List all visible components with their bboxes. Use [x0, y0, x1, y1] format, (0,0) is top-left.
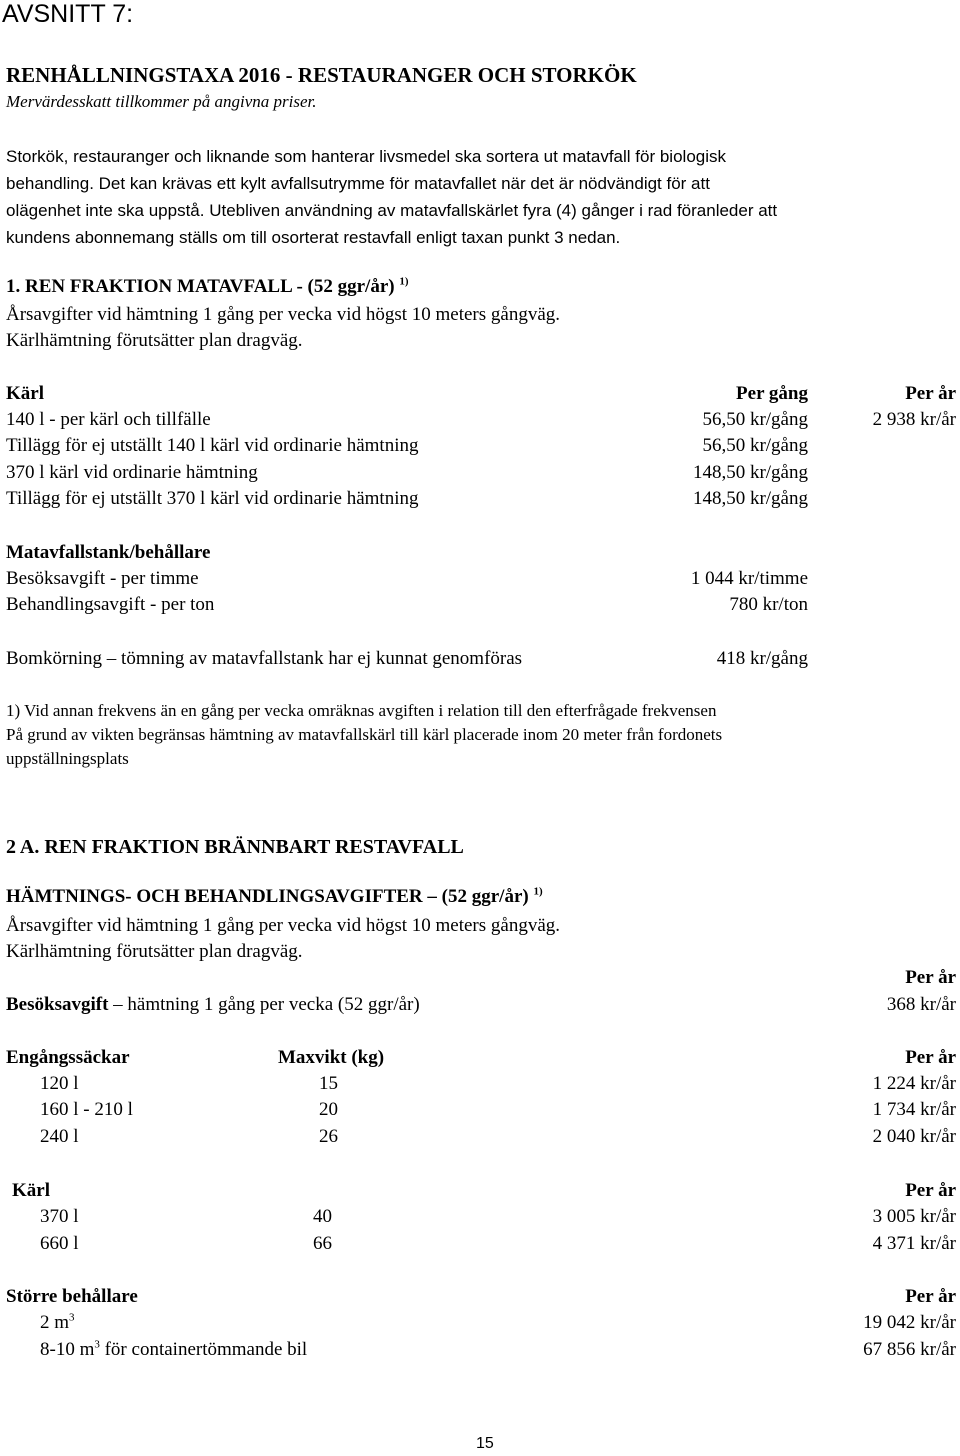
tank-heading: Matavfallstank/behållare: [6, 542, 211, 563]
karl-weight: 40: [313, 1206, 332, 1227]
sack-weight: 15: [319, 1073, 338, 1094]
tank-row-label: Behandlingsavgift - per ton: [6, 594, 215, 615]
sack-weight: 26: [319, 1126, 338, 1147]
col-header-per-ar: Per år: [905, 1286, 956, 1307]
karl-price: 3 005 kr/år: [872, 1206, 956, 1227]
large-size: 2 $m^3$: [40, 1311, 75, 1333]
karl-col-header: Kärl: [12, 1180, 50, 1201]
sack-price: 1 734 kr/år: [872, 1099, 956, 1120]
footnote-line: På grund av vikten begränsas hämtning av matavfallskärl till kärl placerade inom 20 meter från fordonets: [6, 725, 723, 744]
intro-line: kundens abonnemang ställs om till osorterat restavfall enligt taxan punkt 3 nedan.: [6, 228, 621, 247]
vat-note: Mervärdesskatt tillkommer på angivna priser.: [6, 92, 317, 111]
section2-title: 2 A. REN FRAKTION BRÄNNBART RESTAVFALL: [6, 836, 464, 858]
page-number: 15: [476, 1435, 494, 1452]
footnote-line: 1) Vid annan frekvens än en gång per vecka omräknas avgiften i relation till den efterfrågade frekvensen: [6, 701, 717, 720]
besok-row: Besöksavgift – hämtning 1 gång per vecka (52 ggr/år): [6, 994, 420, 1015]
col-header-per-ar: Per år: [905, 967, 956, 988]
fee-row-label: 370 l kärl vid ordinarie hämtning: [6, 462, 258, 483]
section2-line: Kärlhämtning förutsätter plan dragväg.: [6, 941, 303, 962]
large-col-header: Större behållare: [6, 1286, 138, 1307]
sack-size: 160 l - 210 l: [40, 1099, 133, 1120]
sack-price: 2 040 kr/år: [872, 1126, 956, 1147]
fee-row-per-gang: 56,50 kr/gång: [702, 435, 808, 456]
section2-line: Årsavgifter vid hämtning 1 gång per vecka vid högst 10 meters gångväg.: [6, 915, 561, 936]
sack-size: 120 l: [40, 1073, 79, 1094]
karl-size: 370 l: [40, 1206, 79, 1227]
section1-line: Kärlhämtning förutsätter plan dragväg.: [6, 330, 303, 351]
bomkorning-label: Bomkörning – tömning av matavfallstank har ej kunnat genomföras: [6, 648, 523, 669]
section1-title: 1. REN FRAKTION MATAVFALL - (52 ggr/år) $^{1)}$: [6, 275, 409, 297]
karl-price: 4 371 kr/år: [872, 1233, 956, 1254]
footnote-ref: 1): [533, 885, 543, 898]
col-header-per-ar: Per år: [905, 1047, 956, 1068]
col-header-karl: Kärl: [6, 383, 44, 404]
fee-row-per-ar: 2 938 kr/år: [872, 409, 956, 430]
document-title: RENHÅLLNINGSTAXA 2016 - RESTAURANGER OCH STORKÖK: [6, 63, 637, 87]
footnote-line: uppställningsplats: [6, 749, 129, 768]
fee-row-label: 140 l - per kärl och tillfälle: [6, 409, 211, 430]
tank-row-label: Besöksavgift - per timme: [6, 568, 199, 589]
fee-row-per-gang: 56,50 kr/gång: [702, 409, 808, 430]
intro-line: Storkök, restauranger och liknande som hanterar livsmedel ska sortera ut matavfall för biologisk: [6, 147, 727, 166]
tank-row-value: 1 044 kr/timme: [690, 568, 808, 589]
col-header-per-gang: Per gång: [736, 383, 808, 404]
section2-subtitle: HÄMTNINGS- OCH BEHANDLINGSAVGIFTER – (52 ggr/år) $^{1)}$: [6, 885, 543, 907]
sack-col-header: Engångssäckar: [6, 1047, 130, 1068]
intro-line: olägenhet inte ska uppstå. Utebliven användning av matavfallskärlet fyra (4) gånger i rad föranleder att: [6, 201, 778, 220]
large-price: 67 856 kr/år: [863, 1339, 956, 1360]
sack-col-weight: Maxvikt (kg): [278, 1047, 385, 1068]
sack-price: 1 224 kr/år: [872, 1073, 956, 1094]
fee-row-per-gang: 148,50 kr/gång: [692, 462, 808, 483]
sack-weight: 20: [319, 1099, 338, 1120]
karl-size: 660 l: [40, 1233, 79, 1254]
bomkorning-value: 418 kr/gång: [716, 648, 808, 669]
karl-weight: 66: [313, 1233, 332, 1254]
sack-size: 240 l: [40, 1126, 79, 1147]
footnote-ref: 1): [399, 275, 409, 288]
tank-row-value: 780 kr/ton: [729, 594, 808, 615]
fee-row-per-gang: 148,50 kr/gång: [692, 488, 808, 509]
large-size: 8-10 $m^3$ för containertömmande bil: [40, 1338, 308, 1360]
col-header-per-ar: Per år: [905, 1180, 956, 1201]
fee-row-label: Tillägg för ej utställt 370 l kärl vid ordinarie hämtning: [6, 488, 419, 509]
large-price: 19 042 kr/år: [863, 1312, 956, 1333]
col-header-per-ar: Per år: [905, 383, 956, 404]
fee-row-label: Tillägg för ej utställt 140 l kärl vid ordinarie hämtning: [6, 435, 419, 456]
section-heading: AVSNITT 7:: [2, 0, 134, 28]
intro-line: behandling. Det kan krävas ett kylt avfallsutrymme för matavfallet när det är nödvändigt för att: [6, 174, 710, 193]
besok-value: 368 kr/år: [886, 994, 956, 1015]
section1-line: Årsavgifter vid hämtning 1 gång per vecka vid högst 10 meters gångväg.: [6, 304, 561, 325]
